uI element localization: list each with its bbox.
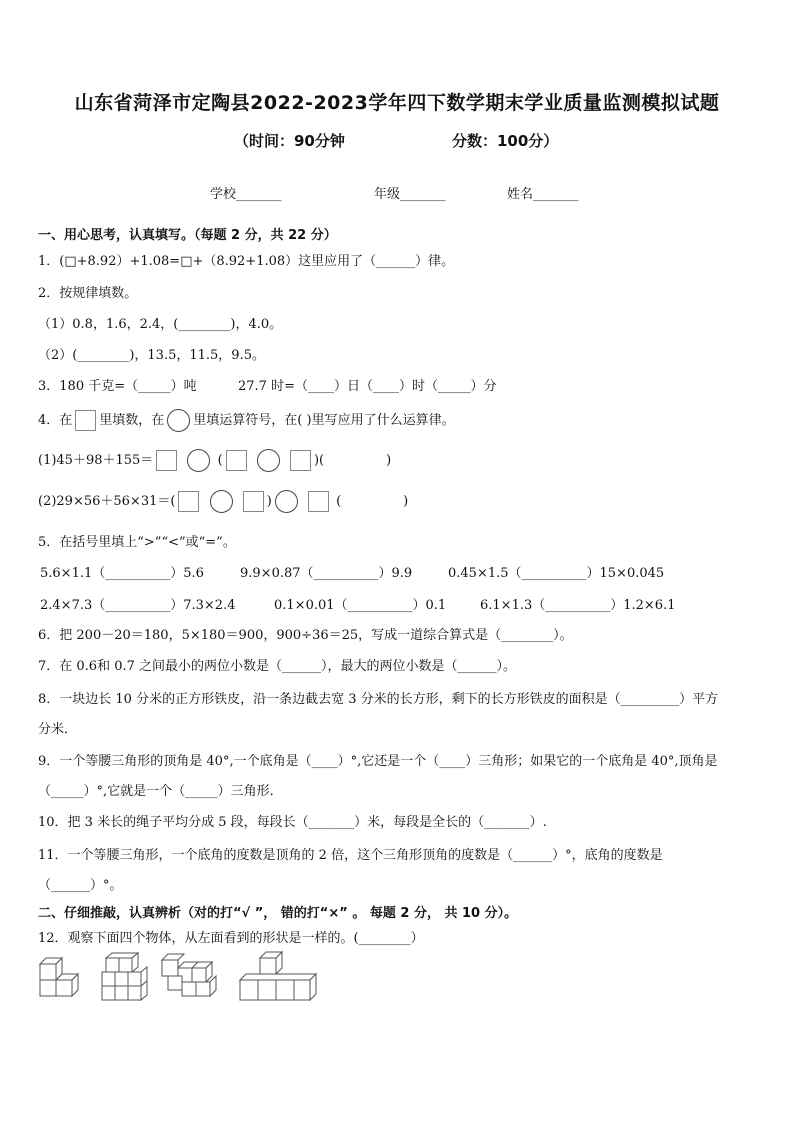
operator-circle[interactable] xyxy=(187,449,210,472)
question-2-part-1: （1）0.8，1.6，2.4，(________)，4.0。 xyxy=(38,317,283,332)
question-12: 12．观察下面四个物体，从左面看到的形状是一样的。(________） xyxy=(38,931,424,946)
answer-box[interactable] xyxy=(226,450,247,471)
grade-field[interactable]: 年级_______ xyxy=(374,187,446,202)
operator-circle[interactable] xyxy=(210,490,233,513)
q5-row2-item2: 0.1×0.01（__________）0.1 xyxy=(274,598,447,613)
operator-circle-icon xyxy=(167,409,190,432)
q5-row1-item2: 9.9×0.87（__________）9.9 xyxy=(240,566,413,581)
cube-figure-1-icon xyxy=(38,952,90,1004)
q4r1-end-paren: ) xyxy=(386,453,392,468)
question-8-cont: 分米． xyxy=(38,722,78,737)
section-1-heading: 一、用心思考，认真填写。（每题 2 分，共 22 分） xyxy=(38,228,337,243)
question-11: 11．一个等腰三角形，一个底角的度数是顶角的 2 倍，这个三角形顶角的度数是（______）°，底角的度数是 xyxy=(38,848,663,863)
q4r2-end-paren: ) xyxy=(403,494,409,509)
question-4 xyxy=(38,409,455,432)
answer-box[interactable] xyxy=(178,491,199,512)
question-3-part-1: 3．180 千克=（_____）吨 xyxy=(38,379,197,394)
exam-score: 分数：100分） xyxy=(452,132,559,150)
question-7: 7．在 0.6和 0.7 之间最小的两位小数是（______），最大的两位小数是（______）。 xyxy=(38,659,517,674)
question-4-text-3: 里填运算符号，在( )里写应用了什么运算律。 xyxy=(193,413,455,428)
question-9: 9．一个等腰三角形的顶角是 40°,一个底角是（____）°,它还是一个（____）三角形；如果它的一个底角是 40°,顶角是 xyxy=(38,754,718,769)
q4r1-open-paren: ( xyxy=(217,453,223,468)
page-title: 山东省菏泽市定陶县2022-2023学年四下数学期末学业质量监测模拟试题 xyxy=(74,92,720,114)
answer-box[interactable] xyxy=(308,491,329,512)
question-4-text-1: 4．在 xyxy=(38,413,73,428)
question-11-cont: （______）°。 xyxy=(38,878,123,893)
exam-time: （时间：90分钟 xyxy=(234,132,345,150)
operator-circle[interactable] xyxy=(275,490,298,513)
q5-row2-item1: 2.4×7.3（__________）7.3×2.4 xyxy=(40,598,236,613)
name-field[interactable]: 姓名_______ xyxy=(507,187,579,202)
q5-row1-item1: 5.6×1.1（__________）5.6 xyxy=(40,566,204,581)
q4r2-close-paren: ) xyxy=(266,494,272,509)
q4r1-expression: (1)45＋98＋155＝ xyxy=(38,453,154,468)
question-2-part-2: （2）(________)，13.5，11.5，9.5。 xyxy=(38,348,265,363)
answer-box[interactable] xyxy=(156,450,177,471)
question-6: 6．把 200－20＝180，5×180＝900，900÷36＝25，写成一道综合算式是（________）。 xyxy=(38,628,573,643)
section-2-heading: 二、仔细推敲，认真辨析（对的打“√ ”， 错的打“×” 。 每题 2 分， 共 10 分）。 xyxy=(38,906,518,921)
question-4-row-1 xyxy=(38,449,391,472)
question-3-part-2: 27.7 时=（____）日（____）时（_____）分 xyxy=(238,379,497,394)
question-9-cont: （_____）°,它就是一个（_____）三角形． xyxy=(38,784,283,799)
q5-row1-item3: 0.45×1.5（__________）15×0.045 xyxy=(448,566,665,581)
cube-figure-4-icon xyxy=(236,950,320,1006)
q4r2-expression: (2)29×56＋56×31＝( xyxy=(38,494,176,509)
question-5: 5．在括号里填上“>”“<”或“=”。 xyxy=(38,535,236,550)
cube-figure-2-icon xyxy=(100,952,158,1004)
question-4-row-2 xyxy=(38,490,408,513)
question-4-text-2: 里填数，在 xyxy=(99,413,165,428)
number-box-icon xyxy=(75,410,96,431)
question-2: 2．按规律填数。 xyxy=(38,286,138,301)
question-10: 10．把 3 米长的绳子平均分成 5 段，每段长（_______）米，每段是全长的（_______）. xyxy=(38,815,547,830)
school-field[interactable]: 学校_______ xyxy=(210,187,282,202)
answer-box[interactable] xyxy=(290,450,311,471)
answer-box[interactable] xyxy=(243,491,264,512)
q5-row2-item3: 6.1×1.3（__________）1.2×6.1 xyxy=(480,598,676,613)
q4r1-close-paren: )( xyxy=(313,453,325,468)
operator-circle[interactable] xyxy=(257,449,280,472)
q4r2-open-paren: ( xyxy=(336,494,342,509)
cube-figure-3-icon xyxy=(160,952,220,1004)
question-8: 8．一块边长 10 分米的正方形铁皮，沿一条边截去宽 3 分米的长方形，剩下的长方形铁皮的面积是（_________）平方 xyxy=(38,692,719,707)
question-1: 1．(□+8.92）+1.08=□+（8.92+1.08）这里应用了（______）律。 xyxy=(38,254,455,269)
